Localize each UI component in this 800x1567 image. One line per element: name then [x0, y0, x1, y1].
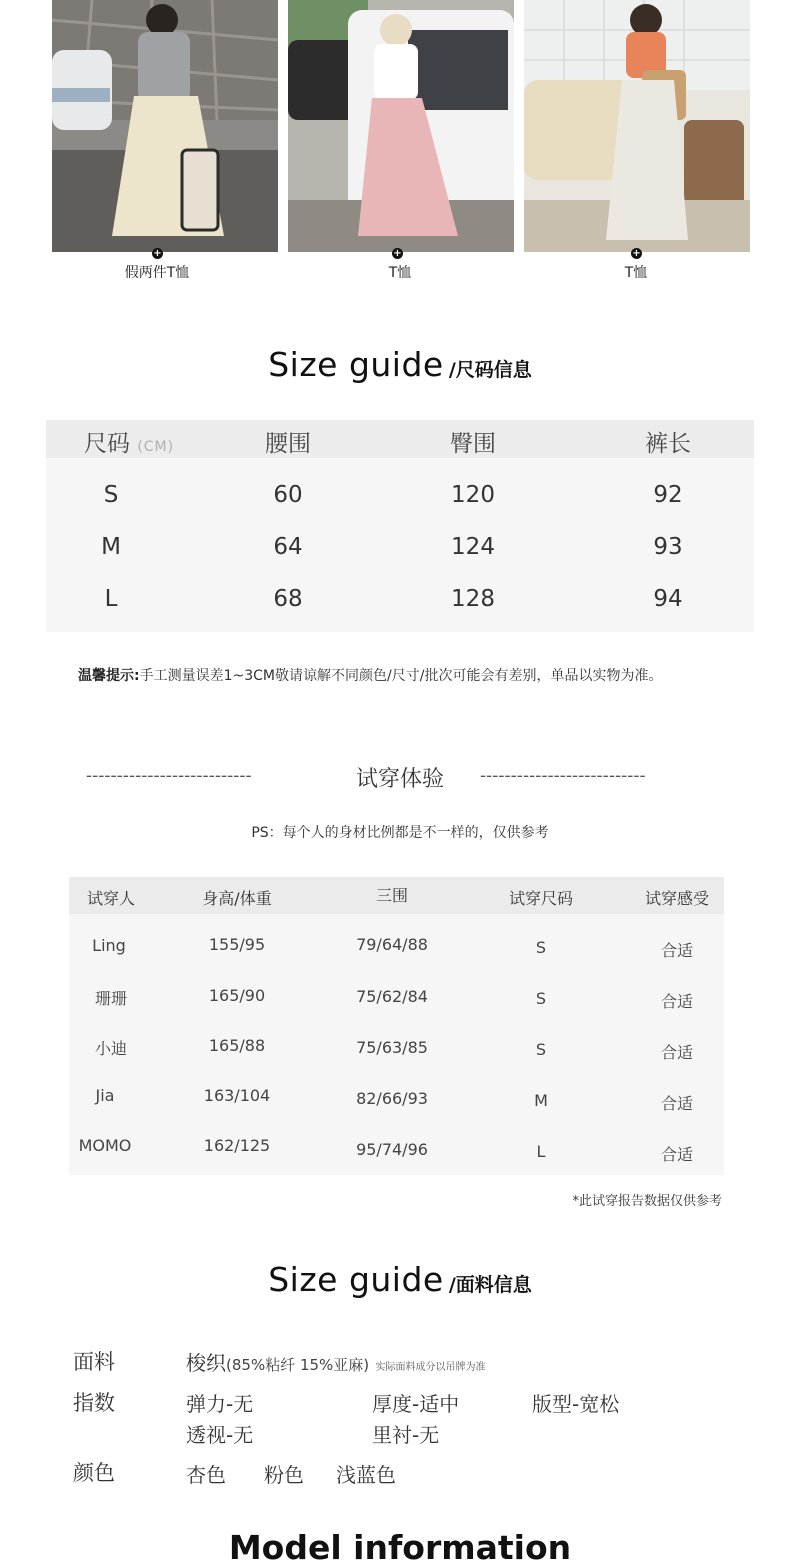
measurements-cell: 75/63/85 — [356, 1038, 428, 1057]
product-photo-3 — [524, 0, 750, 252]
header-waist: 腰围 — [265, 431, 311, 457]
plus-icon: + — [632, 248, 641, 259]
height-weight-cell: 163/104 — [203, 1086, 271, 1105]
size-guide-title-en: Size guide — [268, 345, 444, 384]
divider-right: --------------------------- — [480, 766, 646, 786]
header-hip: 臀围 — [450, 431, 496, 457]
color-option: 浅蓝色 — [336, 1463, 396, 1487]
measurements-cell: 79/64/88 — [356, 935, 428, 954]
header-feeling: 试穿感受 — [644, 889, 709, 908]
length-cell: 94 — [653, 586, 683, 612]
plus-icon: + — [153, 248, 162, 259]
thickness-value: 厚度-适中 — [372, 1392, 460, 1416]
feeling-cell: 合适 — [660, 1094, 693, 1113]
size-cell: M — [534, 1091, 548, 1110]
size-cell: S — [535, 989, 547, 1008]
hip-cell: 128 — [451, 586, 495, 612]
tryon-table — [69, 877, 724, 1175]
height-weight-cell: 155/95 — [208, 935, 266, 954]
length-cell: 92 — [653, 482, 683, 508]
size-cell: S — [535, 938, 547, 957]
feeling-cell: 合适 — [660, 992, 693, 1011]
color-option: 粉色 — [264, 1463, 304, 1487]
person-cell: MOMO — [78, 1136, 132, 1155]
color-option: 杏色 — [186, 1463, 226, 1487]
photo-caption-1: 假两件T恤 — [124, 265, 190, 281]
photo-caption-3: T恤 — [624, 265, 648, 281]
product-photo-2 — [288, 0, 514, 252]
material-type: 梭织 — [186, 1351, 226, 1375]
material-detail: (85%粘纤 15%亚麻) — [226, 1356, 370, 1374]
tryon-table-header — [69, 877, 724, 914]
fabric-title-en: Size guide — [268, 1260, 444, 1299]
measurement-note — [78, 665, 662, 685]
waist-cell: 64 — [273, 534, 303, 560]
header-unit: (CM) — [137, 439, 175, 455]
feeling-cell: 合适 — [660, 1043, 693, 1062]
tryon-footnote: *此试穿报告数据仅供参考 — [572, 1194, 722, 1209]
header-person: 试穿人 — [86, 889, 135, 908]
product-photo-1 — [52, 0, 278, 252]
feeling-cell: 合适 — [660, 941, 693, 960]
header-size-label: 尺码 — [84, 431, 130, 457]
index-label: 指数 — [73, 1391, 115, 1415]
height-weight-cell: 165/90 — [208, 986, 266, 1005]
header-height-weight: 身高/体重 — [202, 889, 272, 908]
size-cell: M — [101, 534, 121, 560]
header-tryon-size: 试穿尺码 — [508, 889, 573, 908]
waist-cell: 60 — [273, 482, 303, 508]
color-label: 颜色 — [73, 1461, 115, 1485]
model-info-title: Model information — [228, 1528, 572, 1567]
size-cell: S — [103, 482, 119, 508]
size-table — [46, 420, 754, 632]
note-text: 手工测量误差1~3CM敬请谅解不同颜色/尺寸/批次可能会有差别，单品以实物为准。 — [139, 668, 663, 684]
size-guide-title-cn: /尺码信息 — [448, 359, 532, 381]
header-measurements: 三围 — [375, 886, 408, 905]
person-cell: 珊珊 — [94, 989, 127, 1008]
size-cell: L — [536, 1142, 546, 1161]
length-cell: 93 — [653, 534, 683, 560]
fabric-title — [0, 1260, 800, 1299]
size-table-header — [46, 420, 754, 458]
plus-icon: + — [393, 248, 402, 259]
transparency-value: 透视-无 — [186, 1423, 254, 1447]
size-cell: S — [535, 1040, 547, 1059]
header-size — [66, 425, 234, 458]
feeling-cell: 合适 — [660, 1145, 693, 1164]
measurements-cell: 75/62/84 — [356, 987, 428, 1006]
height-weight-cell: 165/88 — [208, 1036, 266, 1055]
tryon-ps: PS：每个人的身材比例都是不一样的，仅供参考 — [251, 825, 549, 841]
fit-value: 版型-宽松 — [532, 1392, 620, 1416]
person-cell: Jia — [95, 1086, 115, 1105]
elasticity-value: 弹力-无 — [186, 1392, 254, 1416]
fabric-title-cn: /面料信息 — [448, 1274, 532, 1296]
waist-cell: 68 — [273, 586, 303, 612]
size-cell: L — [104, 586, 118, 612]
measurements-cell: 95/74/96 — [356, 1140, 428, 1159]
person-cell: Ling — [92, 936, 126, 955]
material-note: 实际面料成分以吊牌为准 — [375, 1362, 486, 1373]
lining-value: 里衬-无 — [372, 1423, 440, 1447]
note-label: 温馨提示: — [78, 668, 140, 684]
size-guide-title — [0, 345, 800, 384]
person-cell: 小迪 — [94, 1039, 127, 1058]
hip-cell: 124 — [451, 534, 495, 560]
header-length: 裤长 — [645, 431, 691, 457]
material-value — [186, 1347, 486, 1376]
measurements-cell: 82/66/93 — [356, 1089, 428, 1108]
photo-caption-2: T恤 — [388, 265, 412, 281]
material-label: 面料 — [73, 1350, 115, 1374]
hip-cell: 120 — [451, 482, 495, 508]
tryon-title: 试穿体验 — [355, 767, 444, 792]
height-weight-cell: 162/125 — [203, 1136, 271, 1155]
divider-left: --------------------------- — [86, 766, 252, 786]
